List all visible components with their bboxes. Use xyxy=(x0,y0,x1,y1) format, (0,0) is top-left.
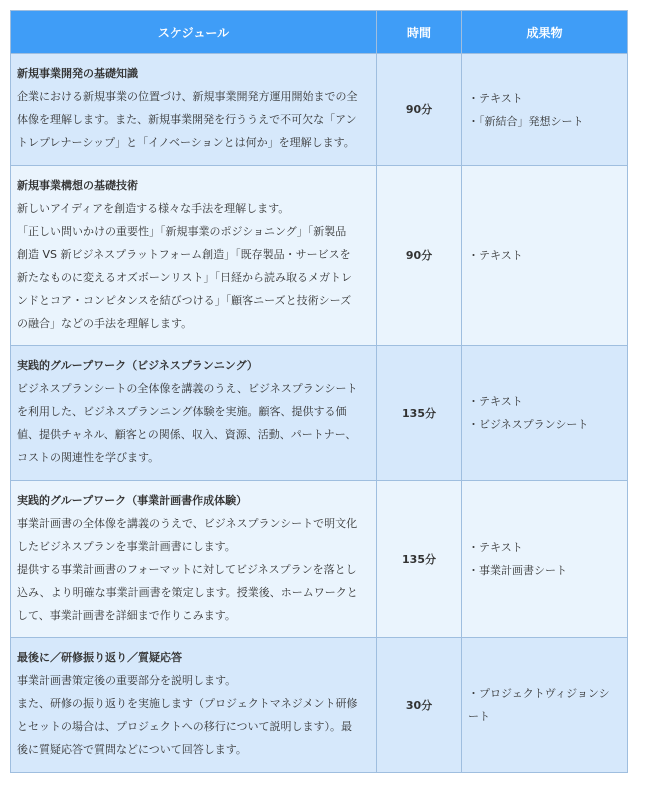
schedule-table-container xyxy=(10,10,627,773)
session-time: 135分 xyxy=(377,346,462,481)
deliverable-item: ・テキスト xyxy=(468,395,523,408)
session-title: 最後に／研修振り返り／質疑応答 xyxy=(17,651,182,664)
header-time: 時間 xyxy=(377,11,462,54)
schedule-cell xyxy=(11,638,377,773)
deliverable-cell xyxy=(462,481,628,638)
session-description: ビジネスプランシートの全体像を講義のうえ、ビジネスプランシート を利用した、ビジネスプランニング体験を実施。顧客、提供する価 値、提供チャネル、顧客との関係、収入、資源、活動、パートナー、 コストの関連性を学びます。 xyxy=(17,382,358,464)
deliverable-cell xyxy=(462,346,628,481)
schedule-cell xyxy=(11,481,377,638)
table-row xyxy=(11,481,628,638)
session-title: 新規事業開発の基礎知識 xyxy=(17,67,138,80)
deliverable-item: ・事業計画書シート xyxy=(468,564,567,577)
deliverable-item: ・テキスト xyxy=(468,541,523,554)
session-title: 新規事業構想の基礎技術 xyxy=(17,179,138,192)
table-row xyxy=(11,166,628,346)
session-time: 90分 xyxy=(377,166,462,346)
schedule-cell xyxy=(11,346,377,481)
session-description: 事業計画書の全体像を講義のうえで、ビジネスプランシートで明文化 したビジネスプランを事業計画書にします。 提供する事業計画書のフォーマットに対してビジネスプランを落とし 込み、より明確な事業計画書を策定します。授業後、ホームワークと して、事業計画書を詳細まで作りこみます。 xyxy=(17,517,358,622)
table-row xyxy=(11,54,628,166)
table-row xyxy=(11,638,628,773)
deliverable-item: ・ビジネスプランシート xyxy=(468,418,589,431)
session-time: 135分 xyxy=(377,481,462,638)
deliverable-cell xyxy=(462,166,628,346)
deliverable-item: ・テキスト xyxy=(468,91,523,105)
table-header-row xyxy=(11,11,628,54)
session-title: 実践的グループワーク（事業計画書作成体験） xyxy=(17,494,248,507)
deliverable-cell xyxy=(462,638,628,773)
schedule-cell xyxy=(11,54,377,166)
deliverable-cell xyxy=(462,54,628,166)
header-schedule: スケジュール xyxy=(11,11,377,54)
table-row xyxy=(11,346,628,481)
session-description: 新しいアイディアを創造する様々な手法を理解します。 「正しい問いかけの重要性」「新規事業のポジショニング」「新製品 創造 VS 新ビジネスプラットフォーム創造」「既存製品・サービスを 新たなものに変えるオズボーンリスト」「日経から読み取るメガトレ ンドとコア・コンピタンスを結びつける」「顧客ニーズと技術シーズ の融合」などの手法を理解します。 xyxy=(17,202,352,330)
session-description: 企業における新規事業の位置づけ、新規事業開発方運用開始までの全 体像を理解します。また、新規事業開発を行ううえで不可欠な「アン トレプレナーシップ」と「イノベーションとは何か」を理解します。 xyxy=(17,90,358,149)
schedule-cell xyxy=(11,166,377,346)
session-title: 実践的グループワーク（ビジネスプランニング） xyxy=(17,359,258,372)
deliverable-item: ・「新結合」発想シート xyxy=(468,114,584,128)
deliverable-item: ・プロジェクトヴィジョンシ ート xyxy=(468,687,610,723)
header-deliverable: 成果物 xyxy=(462,11,628,54)
schedule-table xyxy=(10,10,628,773)
session-time: 30分 xyxy=(377,638,462,773)
deliverable-item: ・テキスト xyxy=(468,249,523,262)
session-time: 90分 xyxy=(377,54,462,166)
session-description: 事業計画書策定後の重要部分を説明します。 また、研修の振り返りを実施します（プロジェクトマネジメント研修 とセットの場合は、プロジェクトへの移行について説明します）。最 後に質疑応答で質問などについて回答します。 xyxy=(17,674,358,756)
